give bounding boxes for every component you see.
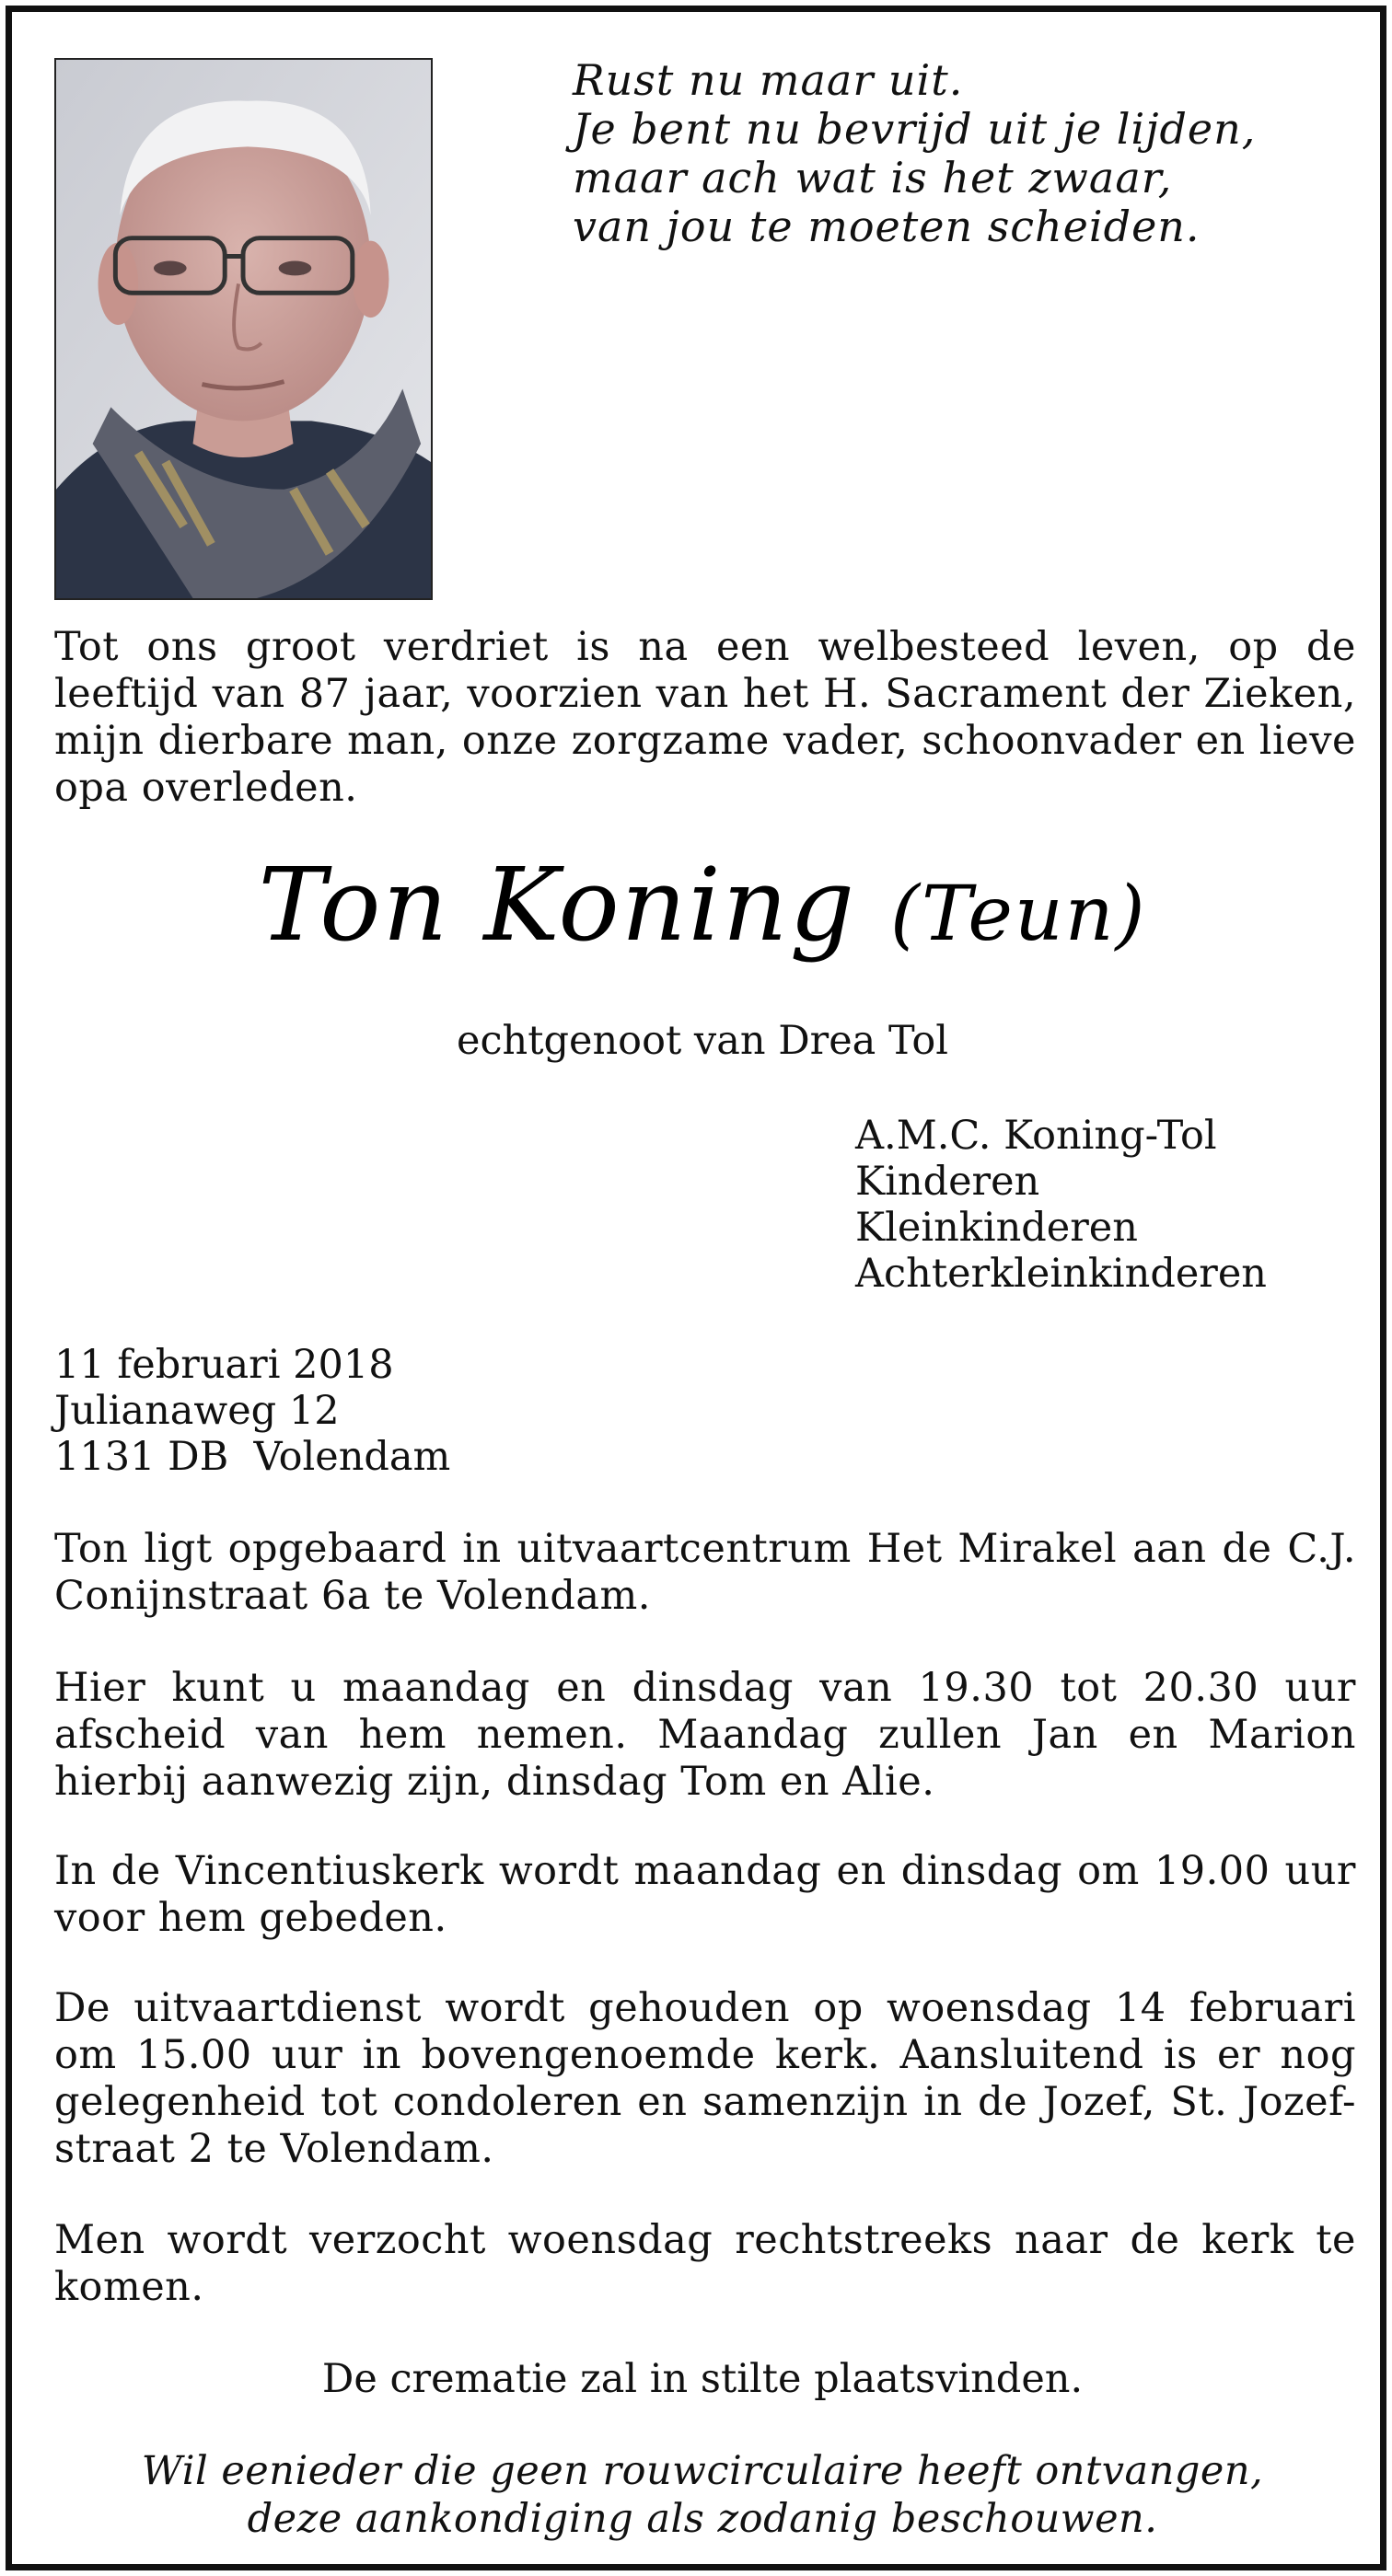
- family-item: A.M.C. Koning-Tol: [855, 1113, 1217, 1159]
- deceased-nickname: (Teun): [890, 871, 1147, 958]
- church-paragraph: Men wordt verzocht woensdag rechtstreeks naar de kerk te komen.: [54, 2217, 1356, 2310]
- address-city: 1131 DB Volendam: [54, 1434, 451, 1480]
- obituary-card: [6, 6, 1386, 2570]
- closing-line: deze aankondiging als zodanig beschouwen.: [247, 2496, 1158, 2542]
- address-block: [54, 1342, 450, 1480]
- family-item: Kleinkinderen: [855, 1205, 1138, 1251]
- spouse-line: echtgenoot van Drea Tol: [457, 1018, 948, 1064]
- cremation-line: De crematie zal in stilte plaatsvinden.: [321, 2356, 1084, 2402]
- poem-line: Je bent nu bevrijd uit je lijden,: [573, 104, 1257, 154]
- poem-line: maar ach wat is het zwaar,: [573, 153, 1173, 202]
- address-street: Julianaweg 12: [54, 1388, 340, 1434]
- poem-line: van jou te moeten scheiden.: [573, 202, 1201, 251]
- closing-note: [12, 2447, 1392, 2543]
- family-list: [855, 1113, 1267, 1297]
- poem-line: Rust nu maar uit.: [573, 55, 964, 105]
- service-paragraph: De uitvaartdienst wordt gehouden op woensdag 14 februari om 15.00 uur in bovengenoemde kerk. Aansluitend is er nog gelegenheid tot condoleren en samenzijn in de Jozef, St. Jozef-straat 2 te Volendam.: [54, 1985, 1356, 2172]
- address-date: 11 februari 2018: [54, 1342, 394, 1388]
- deceased-name-heading: [12, 840, 1392, 979]
- family-item: Kinderen: [855, 1159, 1040, 1205]
- portrait-icon: [56, 60, 431, 598]
- prayer-paragraph: In de Vincentiuskerk wordt maandag en dinsdag om 19.00 uur voor hem gebeden.: [54, 1848, 1356, 1941]
- deceased-name: Ton Koning: [258, 846, 857, 964]
- intro-paragraph: Tot ons groot verdriet is na een welbesteed leven, op de leeftijd van 87 jaar, voorzien van het H. Sacrament der Zieken, mijn dierbare man, onze zorgzame vader, schoonvader en lieve opa overleden.: [54, 624, 1356, 811]
- laid-out-paragraph: Ton ligt opgebaard in uitvaartcentrum Het Mirakel aan de C.J. Conijnstraat 6a te Volendam.: [54, 1526, 1356, 1619]
- closing-line: Wil eenieder die geen rouwcirculaire heeft ontvangen,: [141, 2448, 1264, 2494]
- visiting-paragraph: Hier kunt u maandag en dinsdag van 19.30 tot 20.30 uur afscheid van hem nemen. Maandag zullen Jan en Marion hierbij aanwezig zijn, dinsdag Tom en Alie.: [54, 1665, 1356, 1805]
- family-item: Achterkleinkinderen: [855, 1251, 1267, 1297]
- portrait-photo: [54, 58, 433, 600]
- poem: [573, 56, 1328, 251]
